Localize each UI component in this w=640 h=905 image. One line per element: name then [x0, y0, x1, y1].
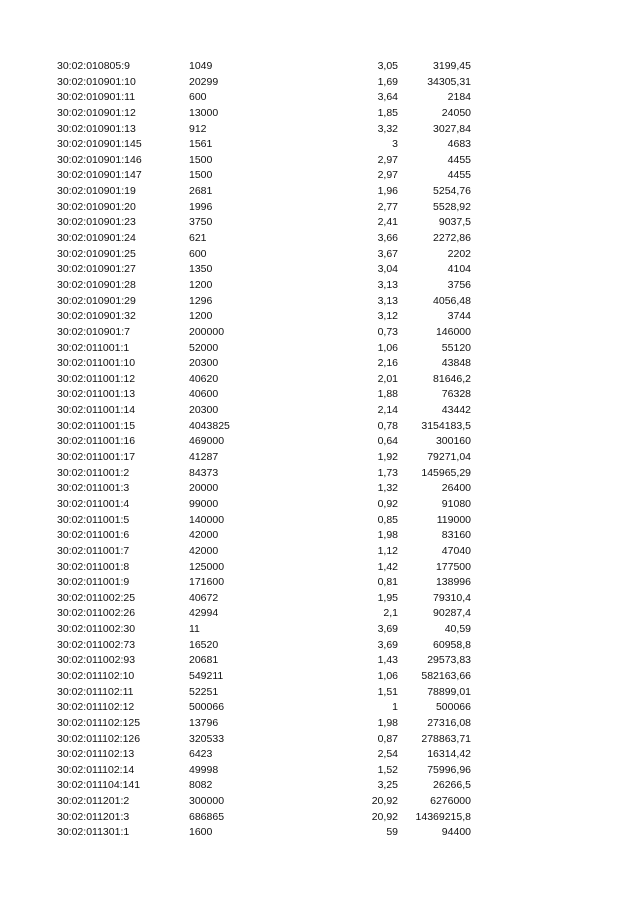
- area-cell: 500066: [189, 701, 225, 714]
- value-cell: 26400: [441, 482, 471, 495]
- table-row: [0, 168, 640, 184]
- rate-cell: 1,42: [377, 560, 398, 573]
- value-cell: 500066: [435, 701, 471, 714]
- cadastral-number-cell: 30:02:011001:16: [57, 435, 136, 448]
- rate-cell: 0,78: [377, 419, 398, 432]
- area-cell: 1561: [189, 138, 213, 151]
- cadastral-number-cell: 30:02:010901:25: [57, 247, 136, 260]
- value-cell: 6276000: [430, 795, 471, 808]
- cadastral-number-cell: 30:02:011102:13: [57, 748, 135, 761]
- area-cell: 2681: [189, 185, 213, 198]
- area-cell: 42994: [189, 607, 219, 620]
- area-cell: 13000: [189, 106, 219, 119]
- rate-cell: 1,51: [377, 685, 398, 698]
- value-cell: 81646,2: [433, 372, 471, 385]
- value-cell: 5528,92: [433, 200, 471, 213]
- cadastral-number-cell: 30:02:011102:14: [57, 763, 135, 776]
- table-row: [0, 247, 640, 263]
- value-cell: 582163,66: [421, 669, 471, 682]
- cadastral-number-cell: 30:02:011001:5: [57, 513, 130, 526]
- rate-cell: 0,73: [377, 325, 398, 338]
- cadastral-number-cell: 30:02:011102:10: [57, 669, 135, 682]
- table-row: [0, 622, 640, 638]
- area-cell: 52251: [189, 685, 219, 698]
- value-cell: 4104: [447, 263, 471, 276]
- cadastral-number-cell: 30:02:011001:9: [57, 576, 130, 589]
- area-cell: 1600: [189, 826, 213, 839]
- cadastral-number-cell: 30:02:011001:14: [57, 404, 136, 417]
- table-row: [0, 638, 640, 654]
- value-cell: 3154183,5: [421, 419, 471, 432]
- area-cell: 1049: [189, 60, 213, 72]
- value-cell: 29573,83: [427, 654, 471, 667]
- value-cell: 300160: [435, 435, 471, 448]
- value-cell: 3027,84: [433, 122, 471, 135]
- table-row: [0, 591, 640, 607]
- area-cell: 84373: [189, 466, 219, 479]
- cadastral-number-cell: 30:02:011001:1: [57, 341, 130, 354]
- rate-cell: 59: [386, 826, 398, 839]
- cadastral-number-cell: 30:02:011102:126: [57, 732, 141, 745]
- rate-cell: 1,06: [377, 341, 398, 354]
- cadastral-number-cell: 30:02:011102:12: [57, 701, 135, 714]
- area-cell: 1350: [189, 263, 213, 276]
- area-cell: 99000: [189, 497, 219, 510]
- table-row: [0, 231, 640, 247]
- table-row: [0, 732, 640, 748]
- area-cell: 125000: [189, 560, 225, 573]
- cadastral-number-cell: 30:02:010901:28: [57, 278, 136, 291]
- area-cell: 200000: [189, 325, 225, 338]
- cadastral-number-cell: 30:02:011002:30: [57, 623, 136, 636]
- area-cell: 8082: [189, 779, 213, 792]
- rate-cell: 1,98: [377, 529, 398, 542]
- rate-cell: 2,01: [377, 372, 398, 385]
- table-row: [0, 810, 640, 826]
- table-row: [0, 75, 640, 91]
- area-cell: 40620: [189, 372, 219, 385]
- value-cell: 3744: [447, 310, 471, 323]
- rate-cell: 0,92: [377, 497, 398, 510]
- area-cell: 40672: [189, 591, 219, 604]
- rate-cell: 1,98: [377, 716, 398, 729]
- area-cell: 1296: [189, 294, 213, 307]
- cadastral-number-cell: 30:02:011001:2: [57, 466, 130, 479]
- value-cell: 177500: [435, 560, 471, 573]
- value-cell: 2184: [447, 91, 471, 104]
- rate-cell: 1,06: [377, 669, 398, 682]
- area-cell: 20000: [189, 482, 219, 495]
- table-row: [0, 481, 640, 497]
- value-cell: 3199,45: [433, 60, 471, 72]
- area-cell: 20681: [189, 654, 219, 667]
- value-cell: 47040: [441, 544, 471, 557]
- rate-cell: 2,16: [377, 357, 398, 370]
- cadastral-number-cell: 30:02:010901:23: [57, 216, 136, 229]
- value-cell: 75996,96: [427, 763, 471, 776]
- table-row: [0, 153, 640, 169]
- area-cell: 1200: [189, 310, 213, 323]
- area-cell: 686865: [189, 810, 225, 823]
- table-row: [0, 778, 640, 794]
- value-cell: 43442: [441, 404, 471, 417]
- table-row: [0, 294, 640, 310]
- table-row: [0, 497, 640, 513]
- value-cell: 146000: [435, 325, 471, 338]
- table-row: [0, 122, 640, 138]
- value-cell: 94400: [441, 826, 471, 839]
- value-cell: 4683: [447, 138, 471, 151]
- area-cell: 300000: [189, 795, 225, 808]
- table-row: [0, 685, 640, 701]
- area-cell: 6423: [189, 748, 213, 761]
- area-cell: 20299: [189, 75, 219, 88]
- table-row: [0, 387, 640, 403]
- value-cell: 138996: [435, 576, 471, 589]
- table-row: [0, 215, 640, 231]
- cadastral-number-cell: 30:02:011002:26: [57, 607, 136, 620]
- cadastral-number-cell: 30:02:011002:93: [57, 654, 136, 667]
- cadastral-number-cell: 30:02:011102:125: [57, 716, 141, 729]
- rate-cell: 3,64: [377, 91, 398, 104]
- cadastral-number-cell: 30:02:010901:32: [57, 310, 136, 323]
- rate-cell: 1,92: [377, 451, 398, 464]
- table-row: [0, 466, 640, 482]
- value-cell: 79310,4: [433, 591, 471, 604]
- table-row: [0, 794, 640, 810]
- value-cell: 83160: [441, 529, 471, 542]
- area-cell: 16520: [189, 638, 219, 651]
- table-row: [0, 560, 640, 576]
- cadastral-number-cell: 30:02:011001:15: [57, 419, 136, 432]
- cadastral-number-cell: 30:02:010901:29: [57, 294, 136, 307]
- area-cell: 1996: [189, 200, 213, 213]
- value-cell: 278863,71: [421, 732, 471, 745]
- rate-cell: 0,87: [377, 732, 398, 745]
- cadastral-number-cell: 30:02:010901:145: [57, 138, 142, 151]
- cadastral-number-cell: 30:02:011102:11: [57, 685, 134, 698]
- area-cell: 11: [189, 623, 200, 636]
- rate-cell: 3,12: [377, 310, 398, 323]
- rate-cell: 2,1: [383, 607, 398, 620]
- rate-cell: 1,12: [377, 544, 398, 557]
- rate-cell: 3,69: [377, 623, 398, 636]
- area-cell: 1500: [189, 169, 213, 182]
- table-row: [0, 716, 640, 732]
- value-cell: 3756: [447, 278, 471, 291]
- cadastral-number-cell: 30:02:011001:4: [57, 497, 130, 510]
- table-row: [0, 278, 640, 294]
- area-cell: 42000: [189, 529, 219, 542]
- area-cell: 549211: [189, 669, 224, 682]
- rate-cell: 20,92: [371, 810, 398, 823]
- rate-cell: 3,66: [377, 232, 398, 245]
- table-row: [0, 419, 640, 435]
- rate-cell: 0,81: [377, 576, 398, 589]
- rate-cell: 2,97: [377, 169, 398, 182]
- area-cell: 621: [189, 232, 207, 245]
- cadastral-number-cell: 30:02:011301:1: [57, 826, 130, 839]
- value-cell: 5254,76: [433, 185, 471, 198]
- area-cell: 42000: [189, 544, 219, 557]
- area-cell: 1500: [189, 153, 213, 166]
- cadastral-number-cell: 30:02:010901:19: [57, 185, 136, 198]
- table-row: [0, 184, 640, 200]
- rate-cell: 2,14: [377, 404, 398, 417]
- rate-cell: 3,69: [377, 638, 398, 651]
- area-cell: 41287: [189, 451, 219, 464]
- rate-cell: 1,85: [377, 106, 398, 119]
- value-cell: 78899,01: [427, 685, 471, 698]
- area-cell: 13796: [189, 716, 219, 729]
- area-cell: 140000: [189, 513, 225, 526]
- value-cell: 4455: [447, 169, 471, 182]
- area-cell: 49998: [189, 763, 219, 776]
- table-row: [0, 653, 640, 669]
- cadastral-number-cell: 30:02:011001:7: [57, 544, 130, 557]
- table-row: [0, 262, 640, 278]
- spreadsheet-table: [0, 59, 640, 841]
- rate-cell: 3: [392, 138, 398, 151]
- value-cell: 40,59: [444, 623, 471, 636]
- value-cell: 76328: [441, 388, 471, 401]
- table-row: [0, 763, 640, 779]
- table-row: [0, 575, 640, 591]
- value-cell: 119000: [436, 513, 471, 526]
- cadastral-number-cell: 30:02:011001:13: [57, 388, 136, 401]
- cadastral-number-cell: 30:02:011104:141: [57, 779, 141, 792]
- value-cell: 24050: [441, 106, 471, 119]
- table-row: [0, 606, 640, 622]
- cadastral-number-cell: 30:02:010901:10: [57, 75, 136, 88]
- rate-cell: 2,54: [377, 748, 398, 761]
- area-cell: 320533: [189, 732, 225, 745]
- cadastral-number-cell: 30:02:010901:12: [57, 106, 136, 119]
- rate-cell: 3,13: [377, 278, 398, 291]
- rate-cell: 1,88: [377, 388, 398, 401]
- cadastral-number-cell: 30:02:011001:3: [57, 482, 130, 495]
- table-row: [0, 513, 640, 529]
- cadastral-number-cell: 30:02:011001:10: [57, 357, 136, 370]
- rate-cell: 3,67: [377, 247, 398, 260]
- table-row: [0, 200, 640, 216]
- table-row: [0, 403, 640, 419]
- rate-cell: 3,05: [377, 60, 398, 72]
- cadastral-number-cell: 30:02:010901:146: [57, 153, 142, 166]
- rate-cell: 1,52: [377, 763, 398, 776]
- area-cell: 4043825: [189, 419, 230, 432]
- area-cell: 40600: [189, 388, 219, 401]
- value-cell: 43848: [441, 357, 471, 370]
- cadastral-number-cell: 30:02:011001:8: [57, 560, 130, 573]
- table-row: [0, 59, 640, 75]
- value-cell: 60958,8: [433, 638, 471, 651]
- cadastral-number-cell: 30:02:010901:20: [57, 200, 136, 213]
- rate-cell: 3,04: [377, 263, 398, 276]
- table-row: [0, 747, 640, 763]
- table-row: [0, 372, 640, 388]
- value-cell: 91080: [441, 497, 471, 510]
- area-cell: 52000: [189, 341, 219, 354]
- area-cell: 600: [189, 247, 207, 260]
- rate-cell: 2,97: [377, 153, 398, 166]
- cadastral-number-cell: 30:02:010901:7: [57, 325, 130, 338]
- rate-cell: 3,25: [377, 779, 398, 792]
- cadastral-number-cell: 30:02:010901:11: [57, 91, 136, 104]
- rate-cell: 1,96: [377, 185, 398, 198]
- rate-cell: 1,73: [377, 466, 398, 479]
- table-row: [0, 90, 640, 106]
- table-row: [0, 544, 640, 560]
- table-row: [0, 700, 640, 716]
- table-row: [0, 528, 640, 544]
- cadastral-number-cell: 30:02:011001:17: [57, 451, 136, 464]
- value-cell: 2202: [447, 247, 471, 260]
- area-cell: 469000: [189, 435, 225, 448]
- rate-cell: 1,32: [377, 482, 398, 495]
- table-row: [0, 341, 640, 357]
- rate-cell: 1: [392, 701, 398, 714]
- cadastral-number-cell: 30:02:010901:27: [57, 263, 136, 276]
- value-cell: 16314,42: [427, 748, 471, 761]
- area-cell: 600: [189, 91, 207, 104]
- table-row: [0, 356, 640, 372]
- value-cell: 79271,04: [427, 451, 471, 464]
- cadastral-number-cell: 30:02:011002:73: [57, 638, 136, 651]
- area-cell: 1200: [189, 278, 213, 291]
- area-cell: 20300: [189, 404, 219, 417]
- value-cell: 14369215,8: [415, 810, 471, 823]
- cadastral-number-cell: 30:02:011002:25: [57, 591, 136, 604]
- rate-cell: 0,85: [377, 513, 398, 526]
- cadastral-number-cell: 30:02:011001:6: [57, 529, 130, 542]
- area-cell: 171600: [189, 576, 225, 589]
- cadastral-number-cell: 30:02:010901:13: [57, 122, 136, 135]
- rate-cell: 2,77: [377, 200, 398, 213]
- cadastral-number-cell: 30:02:010805:9: [57, 60, 130, 72]
- table-row: [0, 825, 640, 841]
- value-cell: 55120: [441, 341, 471, 354]
- rate-cell: 2,41: [377, 216, 398, 229]
- value-cell: 34305,31: [427, 75, 471, 88]
- value-cell: 4455: [447, 153, 471, 166]
- cadastral-number-cell: 30:02:010901:24: [57, 232, 136, 245]
- cadastral-number-cell: 30:02:011201:2: [57, 795, 130, 808]
- rate-cell: 1,95: [377, 591, 398, 604]
- table-row: [0, 325, 640, 341]
- value-cell: 9037,5: [438, 216, 471, 229]
- rate-cell: 1,69: [377, 75, 398, 88]
- area-cell: 3750: [189, 216, 213, 229]
- table-row: [0, 137, 640, 153]
- table-row: [0, 450, 640, 466]
- cadastral-number-cell: 30:02:011201:3: [57, 810, 130, 823]
- cadastral-number-cell: 30:02:010901:147: [57, 169, 142, 182]
- rate-cell: 1,43: [377, 654, 398, 667]
- value-cell: 26266,5: [433, 779, 471, 792]
- rate-cell: 20,92: [371, 795, 398, 808]
- table-row: [0, 106, 640, 122]
- value-cell: 145965,29: [421, 466, 471, 479]
- table-row: [0, 434, 640, 450]
- value-cell: 2272,86: [433, 232, 471, 245]
- cadastral-number-cell: 30:02:011001:12: [57, 372, 136, 385]
- rate-cell: 3,32: [377, 122, 398, 135]
- table-row: [0, 669, 640, 685]
- rate-cell: 0,64: [377, 435, 398, 448]
- area-cell: 912: [189, 122, 207, 135]
- table-row: [0, 309, 640, 325]
- value-cell: 90287,4: [433, 607, 471, 620]
- area-cell: 20300: [189, 357, 219, 370]
- value-cell: 4056,48: [433, 294, 471, 307]
- rate-cell: 3,13: [377, 294, 398, 307]
- value-cell: 27316,08: [427, 716, 471, 729]
